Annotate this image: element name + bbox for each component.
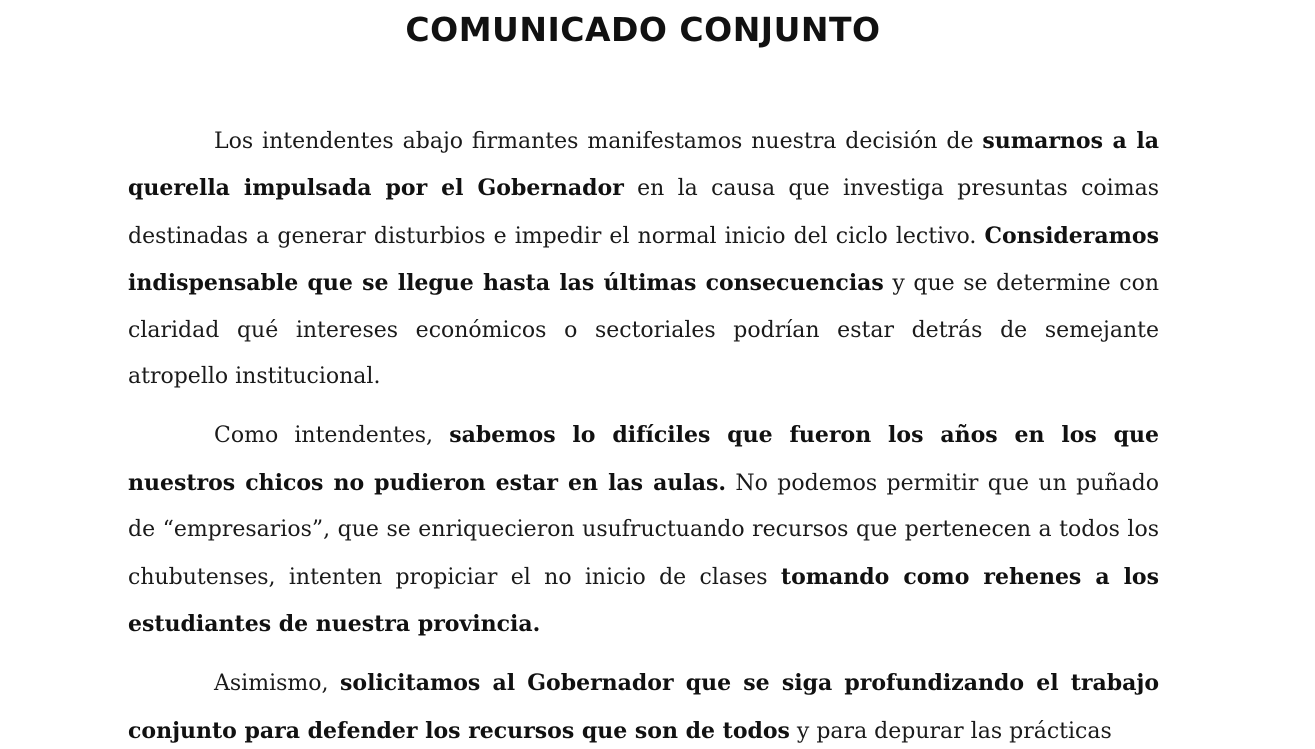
paragraph-text: y que se determine con claridad qué intereses económicos o sectoriales podrían estar detrás de semejante atropello institucional. xyxy=(128,271,1159,390)
paragraph-bold-text: sumarnos a la querella impulsada por el Gobernador xyxy=(128,128,1159,202)
paragraph-1 xyxy=(128,118,1159,400)
paragraph-text: No podemos permitir que un puñado de “empresarios”, que se enriquecieron usufructuando recursos que pertenecen a todos los chubutenses, intenten propiciar el no inicio de clases xyxy=(128,470,1159,590)
document-body xyxy=(128,118,1159,749)
document-title: COMUNICADO CONJUNTO xyxy=(405,10,881,49)
paragraph-bold-text: Consideramos indispensable que se llegue hasta las últimas consecuencias xyxy=(128,222,1159,297)
paragraph-text: y para depurar las prácticas xyxy=(789,718,1112,744)
paragraph-3 xyxy=(128,660,1159,749)
paragraph-text: Como intendentes, xyxy=(214,423,450,449)
paragraph-bold-text: tomando como rehenes a los estudiantes de nuestra provincia. xyxy=(128,563,1159,638)
paragraph-text: Los intendentes abajo firmantes manifestamos nuestra decisión de xyxy=(214,129,983,154)
paragraph-2 xyxy=(128,412,1159,648)
paragraph-bold-text: sabemos lo difíciles que fueron los años en los que nuestros chicos no pudieron estar en las aulas. xyxy=(128,422,1159,496)
paragraph-text: en la causa que investiga presuntas coimas destinadas a generar disturbios e impedir el normal inicio del ciclo lectivo. xyxy=(128,176,1159,249)
paragraph-bold-text: solicitamos al Gobernador que se siga profundizando el trabajo conjunto para defender los recursos que son de todos xyxy=(128,670,1159,744)
paragraph-text: Asimismo, xyxy=(214,671,341,697)
